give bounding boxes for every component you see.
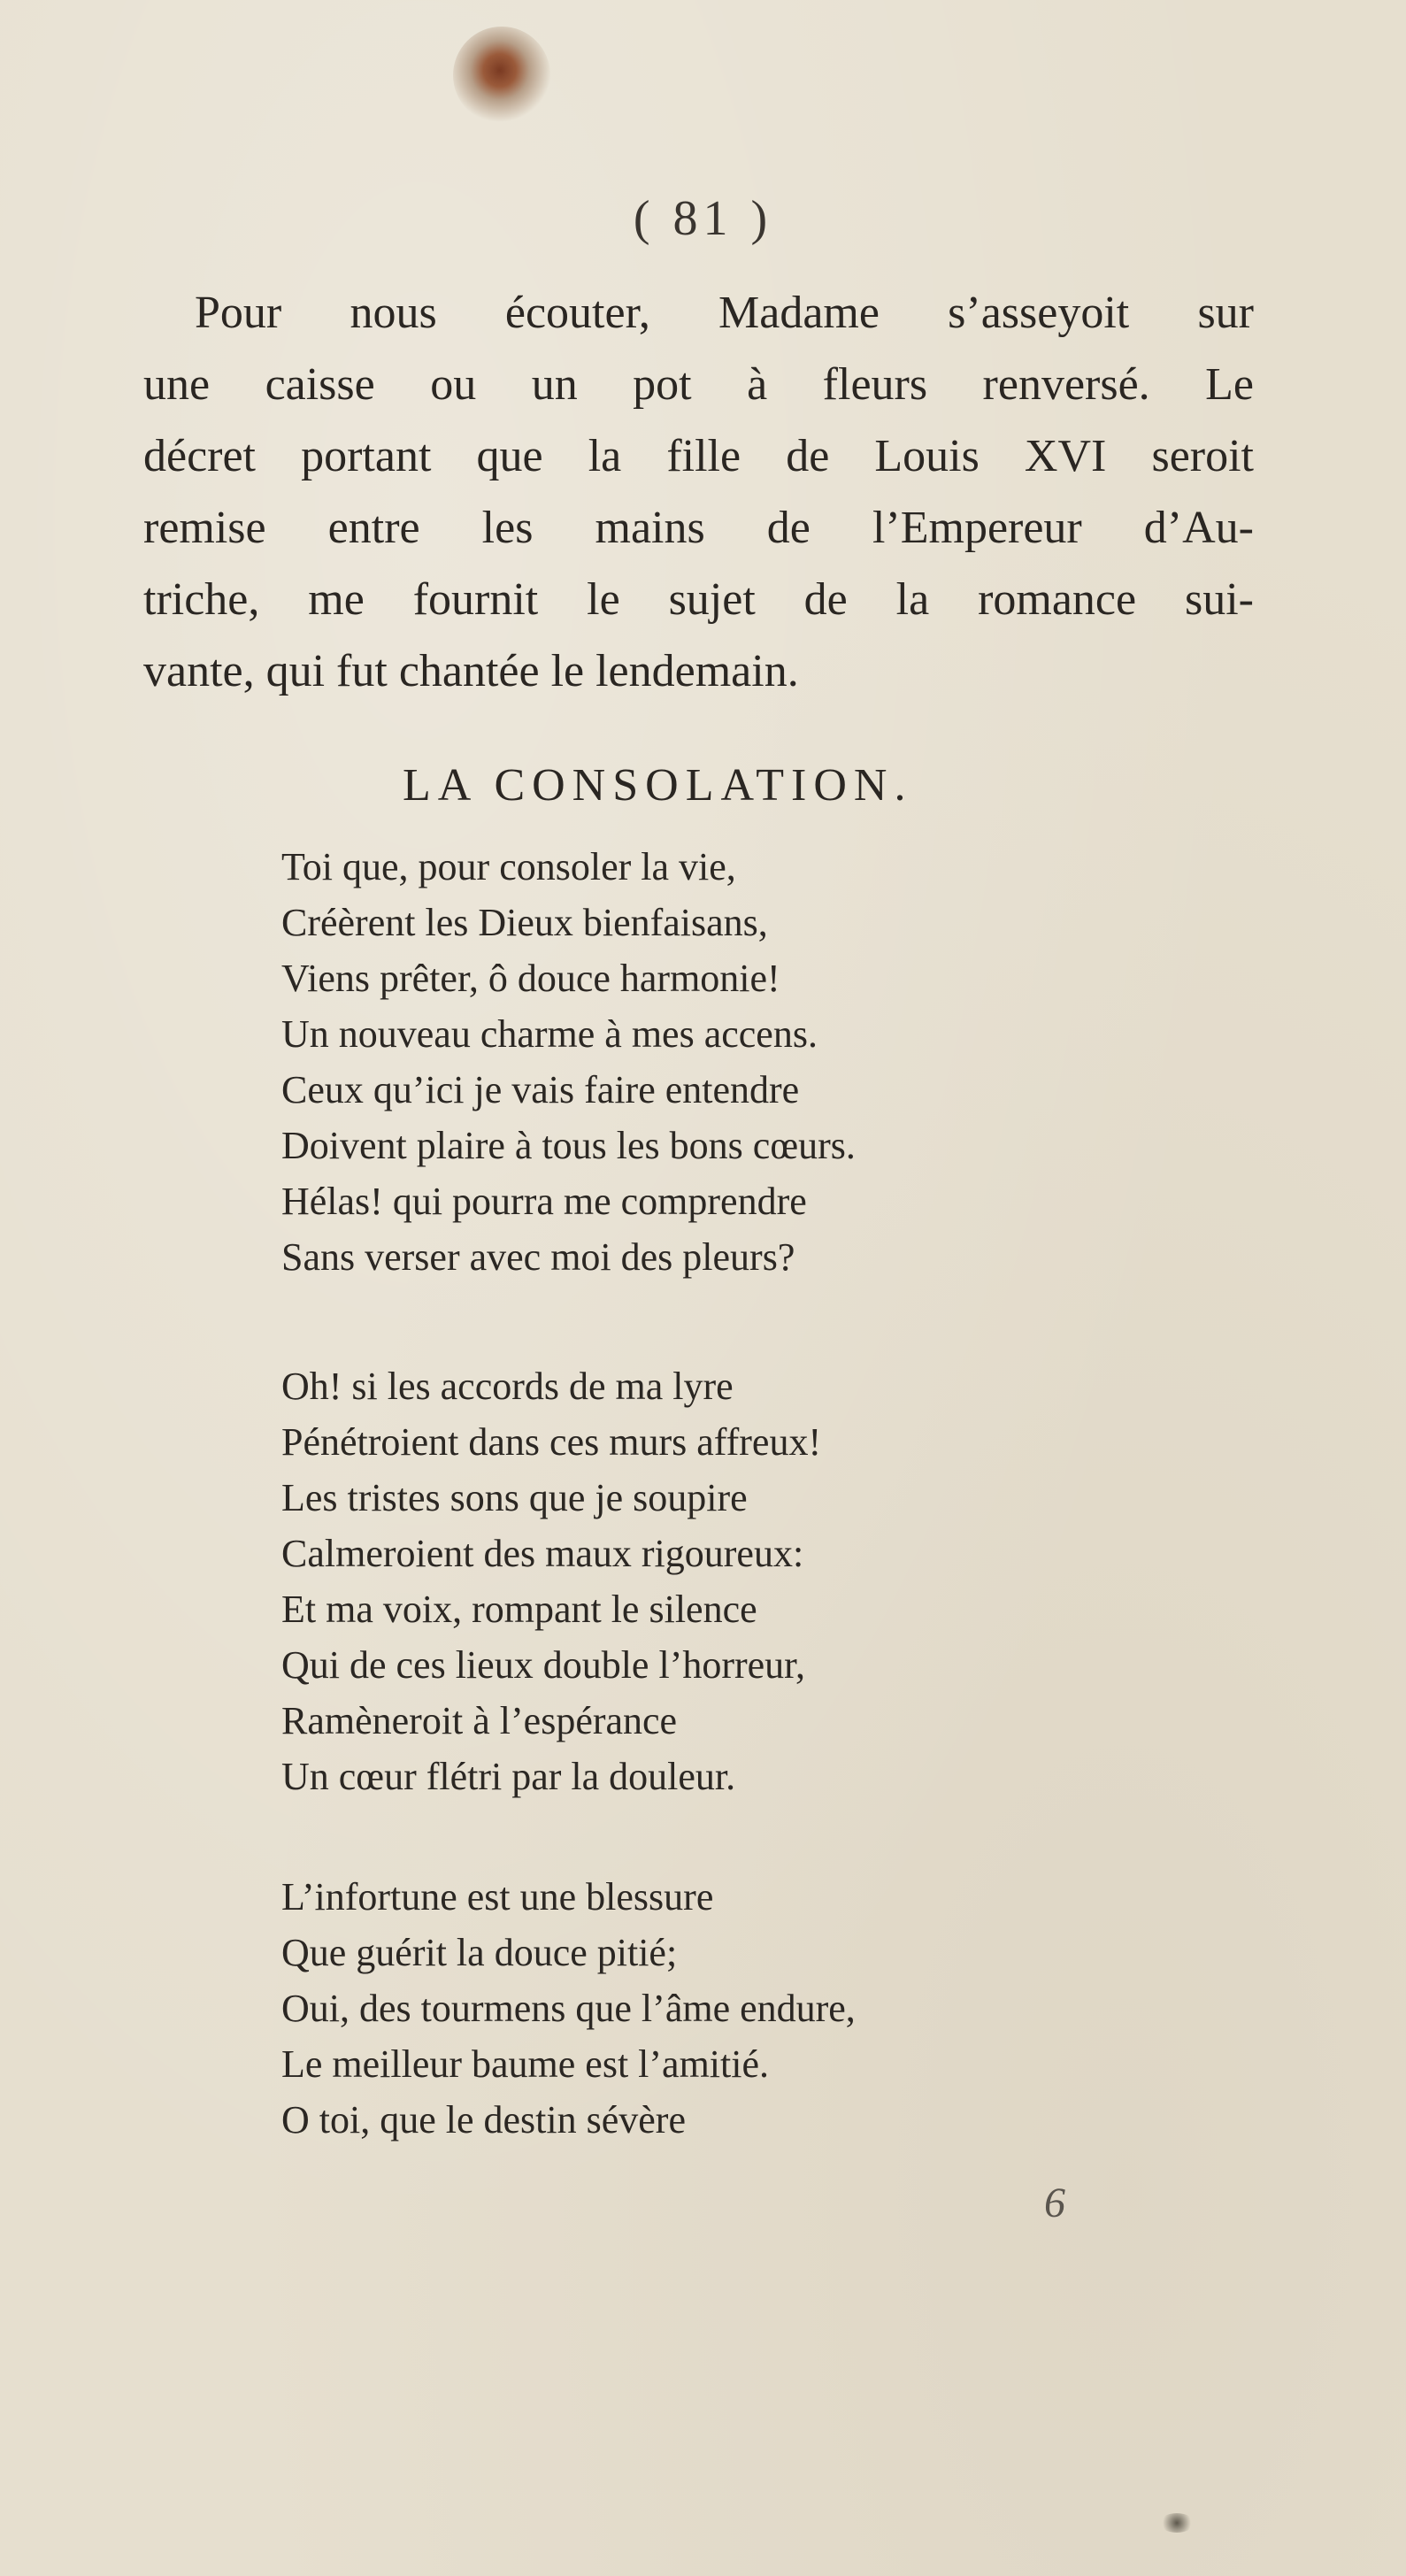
prose-line: triche, me fournit le sujet de la romance sui- [143, 574, 1254, 625]
verse-line: Un nouveau charme à mes accens. [281, 1012, 818, 1056]
verse-line: Que guérit la douce pitié; [281, 1931, 678, 1974]
page-number: ( 81 ) [633, 191, 773, 246]
verse-line: Le meilleur baume est l’amitié. [281, 2042, 770, 2086]
verse-line: Calmeroient des maux rigoureux: [281, 1532, 804, 1575]
ink-stain [453, 27, 550, 124]
verse-line: L’infortune est une blessure [281, 1875, 714, 1919]
verse-line: Viens prêter, ô douce harmonie! [281, 957, 780, 1000]
verse-line: Qui de ces lieux double l’horreur, [281, 1643, 806, 1687]
signature-mark: 6 [1044, 2180, 1065, 2226]
paper-spot [1159, 2513, 1195, 2533]
verse-line: Ceux qu’ici je vais faire entendre [281, 1068, 800, 1111]
prose-line: vante, qui fut chantée le lendemain. [143, 646, 799, 696]
prose-line: décret portant que la fille de Louis XVI seroit [143, 431, 1254, 481]
verse-line: Oui, des tourmens que l’âme endure, [281, 1987, 856, 2030]
prose-line: une caisse ou un pot à fleurs renversé. Le [143, 359, 1254, 410]
stanza-3 [281, 1869, 856, 2148]
verse-line: Oh! si les accords de ma lyre [281, 1365, 734, 1408]
poem-title: LA CONSOLATION. [403, 760, 913, 811]
verse-line: Un cœur flétri par la douleur. [281, 1755, 736, 1798]
verse-line: Les tristes sons que je soupire [281, 1476, 748, 1519]
verse-line: O toi, que le destin sévère [281, 2098, 686, 2142]
verse-line: Et ma voix, rompant le silence [281, 1588, 757, 1631]
verse-line: Créèrent les Dieux bienfaisans, [281, 901, 768, 944]
stanza-1 [281, 839, 856, 1285]
prose-line: Pour nous écouter, Madame s’asseyoit sur [195, 288, 1254, 338]
prose-line: remise entre les mains de l’Empereur d’Au- [143, 503, 1254, 553]
verse-line: Toi que, pour consoler la vie, [281, 845, 736, 888]
verse-line: Ramèneroit à l’espérance [281, 1699, 678, 1742]
verse-line: Pénétroient dans ces murs affreux! [281, 1420, 822, 1464]
verse-line: Sans verser avec moi des pleurs? [281, 1235, 795, 1279]
verse-line: Hélas! qui pourra me comprendre [281, 1180, 807, 1223]
verse-line: Doivent plaire à tous les bons cœurs. [281, 1124, 856, 1167]
prose-paragraph [143, 277, 1254, 707]
stanza-2 [281, 1358, 821, 1804]
